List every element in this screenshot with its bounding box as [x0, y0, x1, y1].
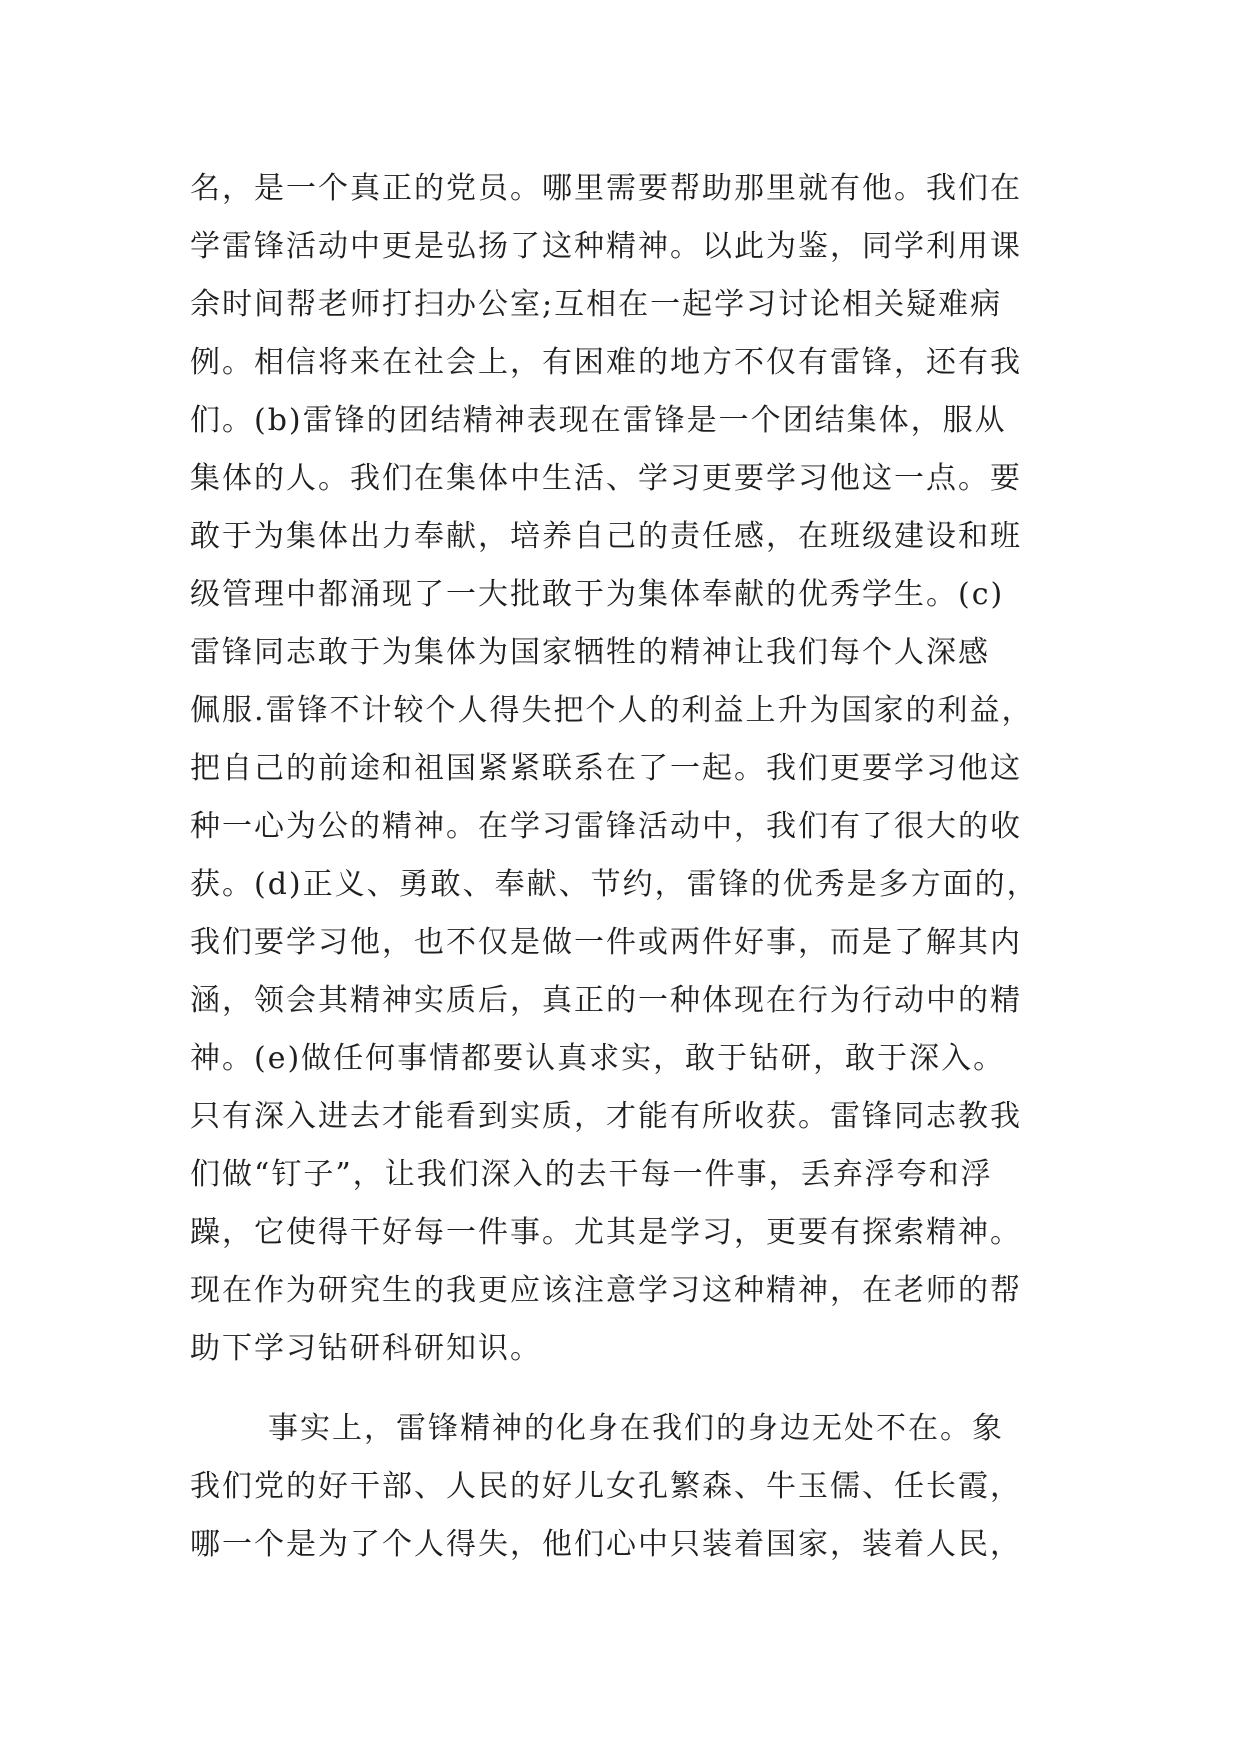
text-line: 敢于为集体出力奉献，培养自己的责任感，在班级建设和班 — [190, 519, 1022, 554]
text-line: 集体的人。我们在集体中生活、学习更要学习他这一点。要 — [190, 461, 1022, 496]
text-line: 们。(b)雷锋的团结精神表现在雷锋是一个团结集体，服从 — [190, 403, 1007, 438]
paragraph-gap — [190, 1378, 1060, 1400]
text-line: 我们要学习他，也不仅是做一件或两件好事，而是了解其内 — [190, 925, 1022, 960]
text-line: 雷锋同志敢于为集体为国家牺牲的精神让我们每个人深感 — [190, 635, 990, 670]
text-line: 把自己的前途和祖国紧紧联系在了一起。我们更要学习他这 — [190, 751, 1022, 786]
text-line: 种一心为公的精神。在学习雷锋活动中，我们有了很大的收 — [190, 809, 1022, 844]
text-line: 哪一个是为了个人得失，他们心中只装着国家，装着人民， — [190, 1527, 1022, 1562]
text-line: 余时间帮老师打扫办公室;互相在一起学习讨论相关疑难病 — [190, 287, 1003, 322]
text-line: 涵，领会其精神实质后，真正的一种体现在行为行动中的精 — [190, 983, 1022, 1018]
text-line: 躁，它使得干好每一件事。尤其是学习，更要有探索精神。 — [190, 1215, 1022, 1250]
text-line: 学雷锋活动中更是弘扬了这种精神。以此为鉴，同学利用课 — [190, 229, 1022, 264]
text-line: 现在作为研究生的我更应该注意学习这种精神，在老师的帮 — [190, 1273, 1022, 1308]
text-line: 只有深入进去才能看到实质，才能有所收获。雷锋同志教我 — [190, 1099, 1022, 1134]
text-line: 助下学习钻研科研知识。 — [190, 1331, 542, 1366]
body-text — [190, 160, 1060, 1574]
text-line: 名，是一个真正的党员。哪里需要帮助那里就有他。我们在 — [190, 171, 1022, 206]
text-line: 事实上，雷锋精神的化身在我们的身边无处不在。象 — [268, 1411, 1004, 1446]
text-line: 们做“钉子”，让我们深入的去干每一件事，丢弃浮夸和浮 — [190, 1157, 993, 1192]
text-line: 获。(d)正义、勇敢、奉献、节约，雷锋的优秀是多方面的， — [190, 867, 1039, 902]
text-line: 佩服.雷锋不计较个人得失把个人的利益上升为国家的利益， — [190, 693, 1034, 728]
text-line: 神。(e)做任何事情都要认真求实，敢于钻研，敢于深入。 — [190, 1041, 1006, 1076]
text-line: 级管理中都涌现了一大批敢于为集体奉献的优秀学生。(c) — [190, 577, 1005, 612]
text-line: 例。相信将来在社会上，有困难的地方不仅有雷锋，还有我 — [190, 345, 1022, 380]
text-line: 我们党的好干部、人民的好儿女孔繁森、牛玉儒、任长霞， — [190, 1469, 1022, 1504]
